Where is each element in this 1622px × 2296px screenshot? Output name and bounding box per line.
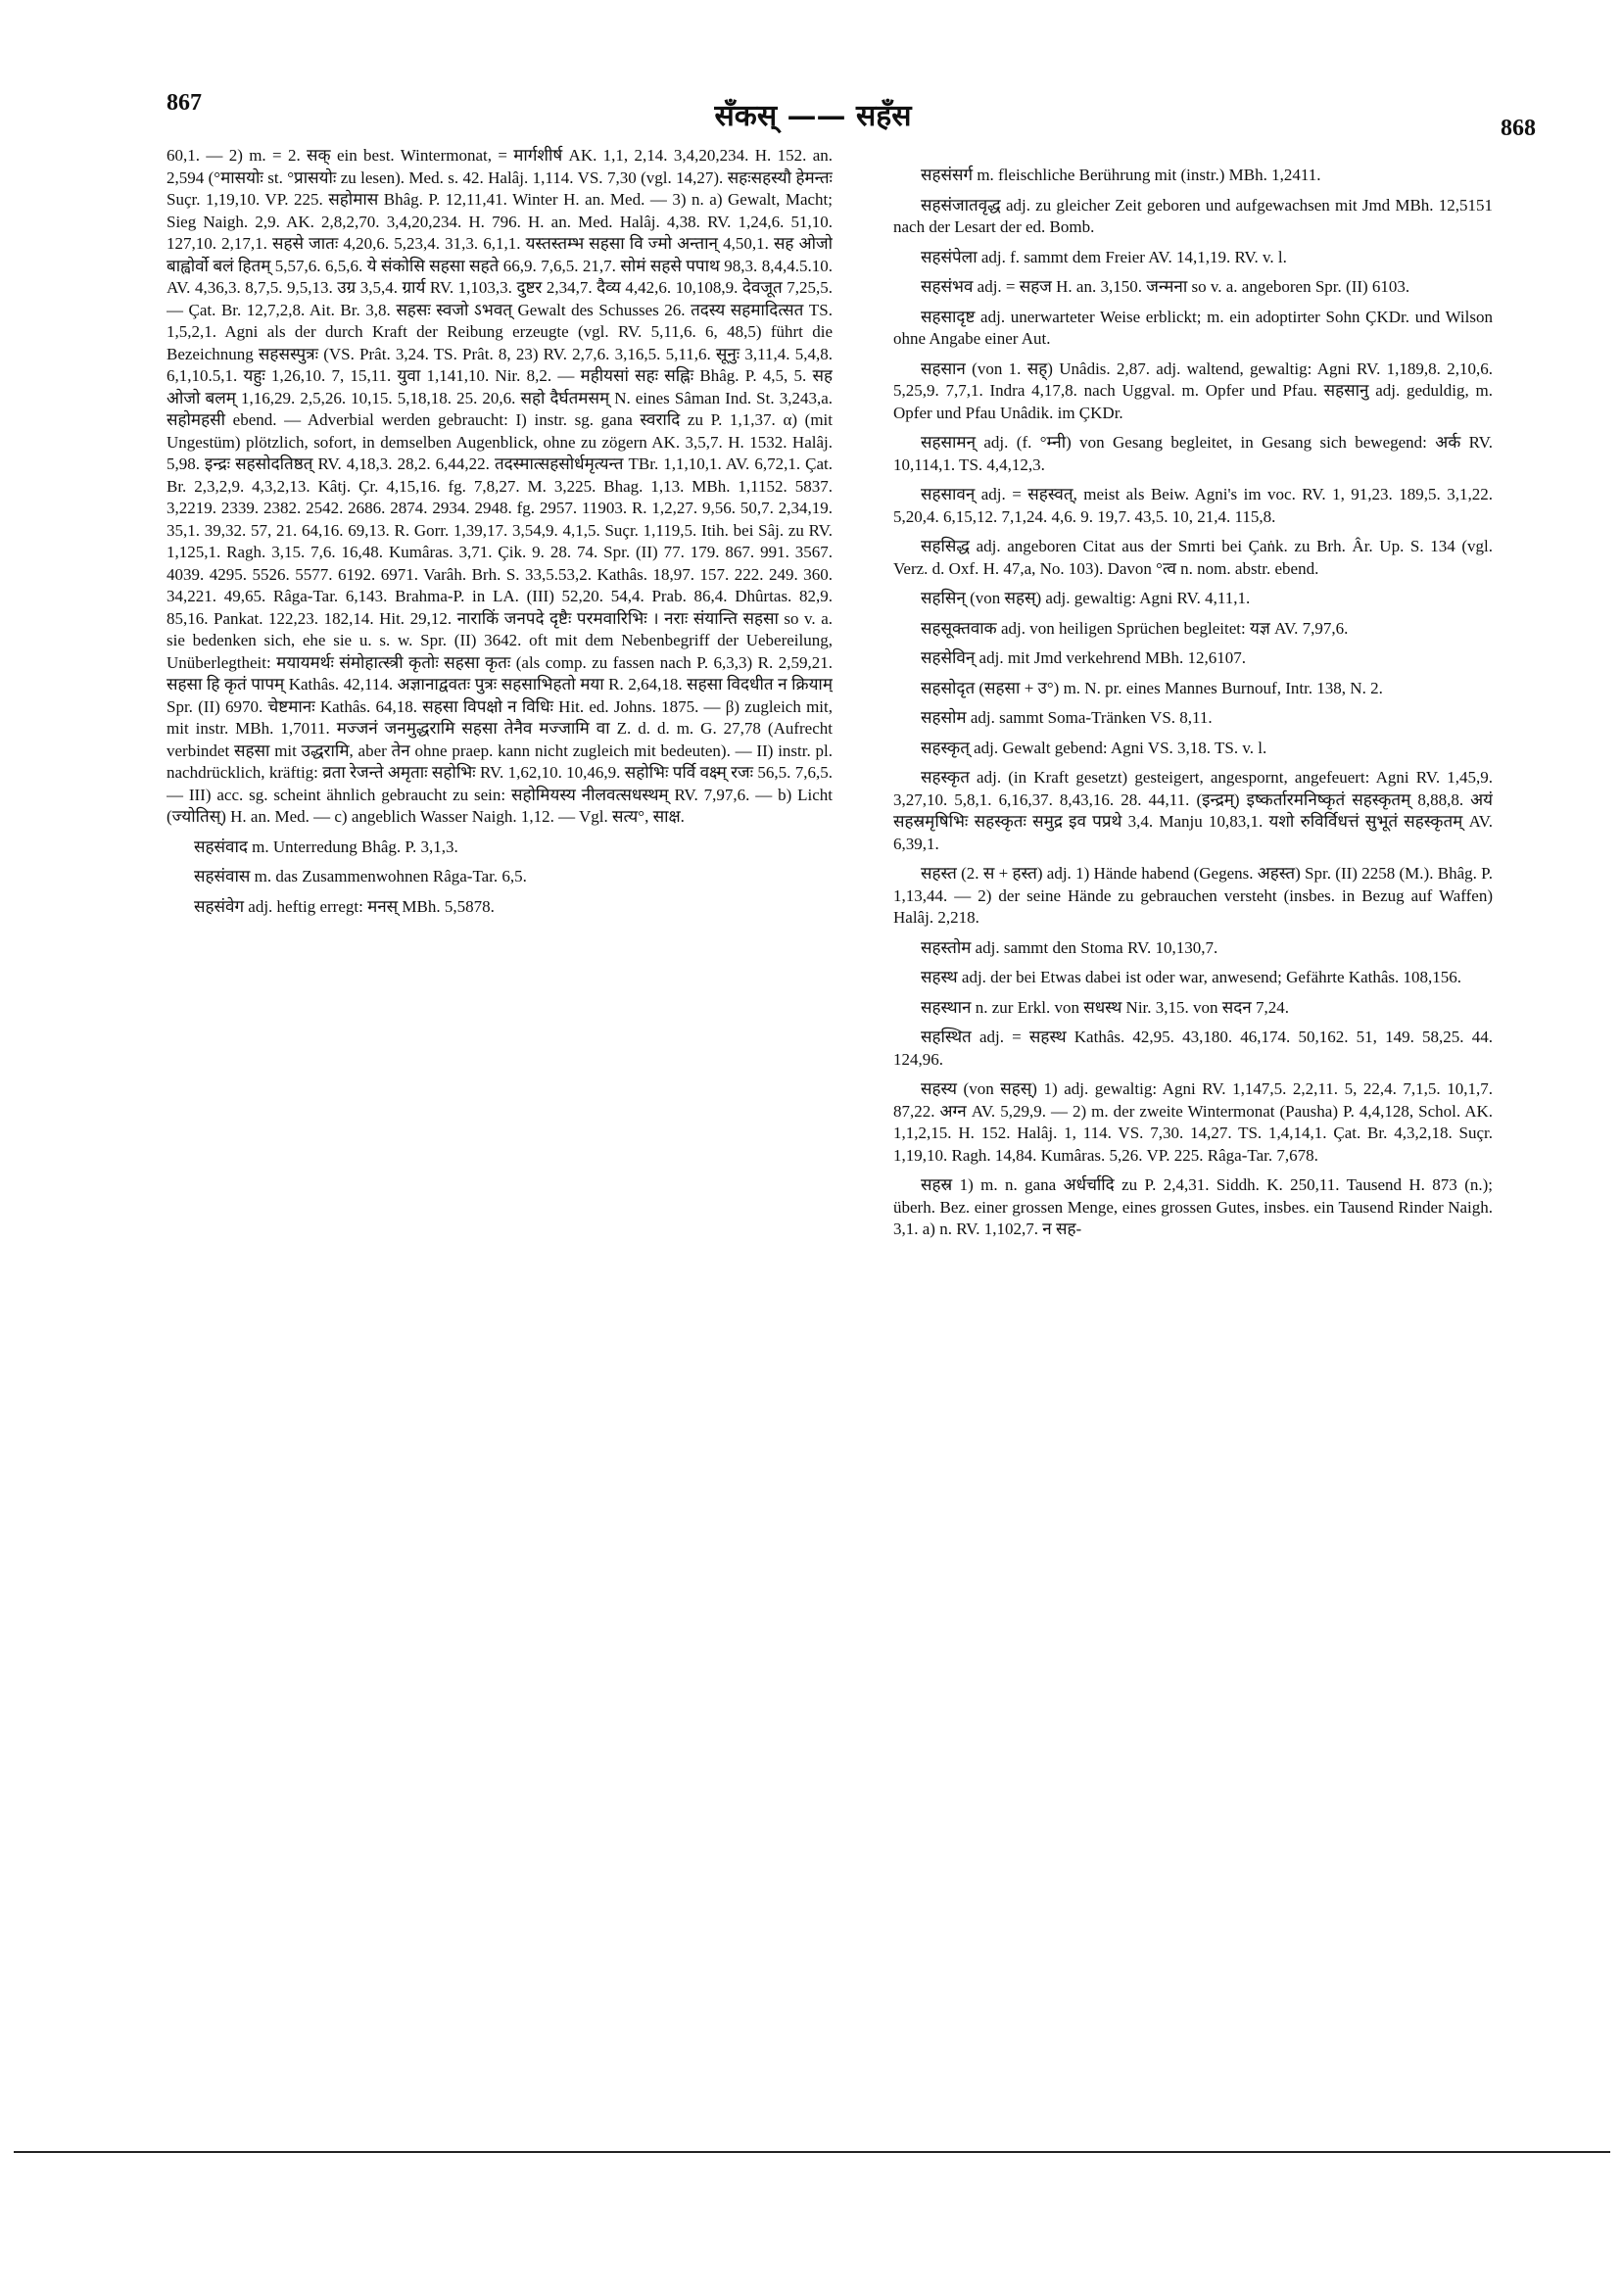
dictionary-entry: सहसंवेग adj. heftig erregt: मनस् MBh. 5,5878.: [194, 896, 495, 916]
dictionary-entry: सहस्र 1) m. n. gana अर्धर्चादि zu P. 2,4,31. Siddh. K. 250,11. Tausend H. 873 (n.); überh. Bez. einer grossen Menge, eines grossen Gutes, insbes. ein Tausend Rinder Naigh. 3,1. a) n. RV. 1,102,7. न सह-: [893, 1175, 1493, 1238]
dictionary-entry: सहसेविन् adj. mit Jmd verkehrend MBh. 12,6107.: [921, 648, 1246, 667]
dictionary-entry: सहसूक्तवाक adj. von heiligen Sprüchen begleitet: यज्ञ AV. 7,97,6.: [921, 618, 1349, 638]
page-number-right: 868: [1501, 116, 1536, 141]
dictionary-entry: सहस्तोम adj. sammt den Stoma RV. 10,130,7.: [921, 937, 1218, 957]
left-column: [167, 145, 833, 2153]
dictionary-entry: सहसंसर्ग m. fleischliche Berührung mit (instr.) MBh. 1,2411.: [921, 166, 1321, 184]
entry-paragraph: 60,1. — 2) m. = 2. सक् ein best. Wintermonat, = मार्गशीर्ष AK. 1,1, 2,14. 3,4,20,234. H. 152. an. 2,594 (°मासयोः st. °प्रासयोः zu lesen). Med. s. 42. Halâj. 1,114. VS. 7,30 (vgl. 14,27). सहःसहस्यौ हेमन्तः Suçr. 1,19,10. VP. 225. सहोमास Bhâg. P. 12,11,41. Winter H. an. Med. — 3) n. a) Gewalt, Macht; Sieg Naigh. 2,9. AK. 2,8,2,70. 3,4,20,234. H. 796. H. an. Med. Halâj. 4,38. RV. 1,24,6. 51,10. 127,10. 2,17,1. सहसे जातः 4,20,6. 5,23,4. 31,3. 6,1,1. यस्तस्तम्भ सहसा वि ज्मो अन्तान् 4,50,1. सह ओजो बाह्वोर्वो बलं हितम् 5,57,6. 6,5,6. ये संकोसि सहसा सहते 66,9. 7,6,5. 21,7. सोमं सहसे पपाथ 98,3. 8,4,4.5.10. AV. 4,36,3. 8,7,5. 9,5,13. उग्र 3,5,4. ग्रार्य RV. 1,103,3. दुष्टर 2,34,7. दैव्य 4,42,6. 10,108,9. देवजूत 7,25,5. — Çat. Br. 12,7,2,8. Ait. Br. 3,8. सहसः स्वजो ऽभवत् Gewalt des Schusses 26. तदस्य सहमादित्सत TS. 1,5,2,1. Agni als der durch Kraft der Reibung erzeugte (vgl. RV. 5,11,6. 6, 48,5) führt die Bezeichnung सहसस्पुत्रः (VS. Prât. 3,24. TS. Prât. 8, 23) RV. 2,7,6. 3,16,5. 5,11,6. सूनुः 3,11,4. 5,4,8. 6,1,10.5,1. यहुः 1,26,10. 7, 15,11. युवा 1,141,10. Nir. 8,2. — महीयसां सहः सह्निः Bhâg. P. 4,5, 5. सह ओजो बलम् 1,16,29. 2,5,26. 10,15. 5,18,18. 25. 20,6. सहो दैर्घतमसम् N. eines Sâman Ind. St. 3,243,a. सहोमहसी ebend. — Adverbial werden gebraucht: I) instr. sg. gana स्वरादि zu P. 1,1,37. α) (mit Ungestüm) plötzlich, sofort, in demselben Augenblick, ohne zu zögern AK. 3,5,7. H. 1532. Halâj. 5,98. इन्द्रः सहसोदतिष्ठत् RV. 4,18,3. 28,2. 6,44,22. तदस्मात्सहसोर्धमृत्यन्त TBr. 1,1,10,1. AV. 6,72,1. Çat. Br. 2,3,2,9. 4,3,2,13. Kâtj. Çr. 4,15,16. fg. 7,8,27. M. 3,225. Bhag. 1,13. MBh. 1,1152. 5837. 3,2219. 2339. 2382. 2542. 2686. 2874. 2934. 2948. fg. 2957. 11903. R. 1,2,27. 9,56. 50,7. 2,34,19. 35,1. 39,32. 57, 21. 64,16. 69,13. R. Gorr. 1,39,17. 3,54,9. 4,1,5. Suçr. 1,119,5. Itih. bei Sâj. zu RV. 1,125,1. Ragh. 3,15. 7,6. 16,48. Kumâras. 3,71. Çik. 9. 28. 74. Spr. (II) 77. 179. 867. 991. 3567. 4039. 4295. 5526. 5577. 6192. 6971. Varâh. Brh. S. 33,5.53,2. Kathâs. 18,97. 157. 222. 249. 360. 34,221. 49,65. Râga-Tar. 6,143. Brahma-P. in LA. (III) 52,20. 54,4. Prab. 86,4. Dhûrtas. 82,9. 85,16. Pankat. 122,23. 182,14. Hit. 29,12. नाराकिं जनपदे दृष्टैः परमवारिभिः । नराः संयान्ति सहसा so v. a. sie bedenken sich, ehe sie u. s. w. Spr. (II) 3642. oft mit dem Nebenbegriff der Uebereilung, Unüberlegtheit: मयायमर्थः संमोहात्स्त्री कृतोः सहसा कृतः (als comp. zu fassen nach P. 6,3,3) R. 2,59,21. सहसा हि कृतं पापम् Kathâs. 42,114. अज्ञानाद्ववतः पुत्रः सहसाभिहतो मया R. 2,64,18. सहसा विदधीत न क्रियाम् Spr. (II) 6970. चेष्टमानः Kathâs. 64,18. सहसा विपक्षो न विधिः Hit. ed. Johns. 1875. — β) zugleich mit, mit instr. MBh. 1,7011. मज्जनं जनमुद्धरामि सहसा तेनैव मज्जामि वा Z. d. d. m. G. 27,78 (Aufrecht verbindet सहसा mit उद्धरामि, aber तेन ohne praep. kann nicht zugleich mit bedeuten). — II) instr. pl. nachdrücklich, kräftig: व्रता रेजन्ते अमृताः सहोभिः RV. 1,62,10. 10,46,9. सहोभिः पर्वि वक्ष्म् रजः 56,5. 7,6,5. — III) acc. sg. scheint ähnlich gebraucht zu sein: सहोमियस्य नीलवत्सधस्थम् RV. 7,97,6. — b) Licht (ज्योतिस्) H. an. Med. — c) angeblich Wasser Naigh. 1,12. — Vgl. सत्य°, साक्ष.: [167, 146, 833, 826]
dictionary-entry: सहसान (von 1. सह्) Unâdis. 2,87. adj. waltend, gewaltig: Agni RV. 1,189,8. 2,10,6. 5,25,9. 7,7,1. Indra 4,17,8. nach Uggval. m. Opfer und Pfau. सहसानु adj. geduldig, m. Opfer und Pfau Unâdik. im ÇKDr.: [893, 359, 1493, 422]
bottom-rule: [14, 2151, 1610, 2153]
dictionary-entry: सहस्थ adj. der bei Etwas dabei ist oder war, anwesend; Gefährte Kathâs. 108,156.: [921, 968, 1461, 986]
dictionary-entry: सहस्थान n. zur Erkl. von सधस्थ Nir. 3,15. von सदन 7,24.: [921, 997, 1289, 1017]
dictionary-entry: सहसंवाद m. Unterredung Bhâg. P. 3,1,3.: [194, 837, 458, 856]
dictionary-entry: सहस्थित adj. = सहस्थ Kathâs. 42,95. 43,180. 46,174. 50,162. 51, 149. 58,25. 44. 124,96.: [893, 1028, 1493, 1069]
dictionary-entry: सहसोम adj. sammt Soma-Tränken VS. 8,11.: [921, 708, 1213, 727]
dictionary-entry: सहसावन् adj. = सहस्वत्, meist als Beiw. Agni's im voc. RV. 1, 91,23. 189,5. 3,1,22. 5,20,4. 6,15,12. 7,1,24. 4,6. 9. 19,7. 43,5. 10, 21,4. 115,8.: [893, 485, 1493, 526]
dictionary-entry: सहस्त (2. स + हस्त) adj. 1) Hände habend (Gegens. अहस्त) Spr. (II) 2258 (M.). Bhâg. P. 1,13,44. — 2) der seine Hände zu gebrauchen versteht (insbes. in Bezug auf Waffen) Halâj. 2,218.: [893, 864, 1493, 927]
page-number-left: 867: [167, 90, 202, 116]
dictionary-entry: सहसिद्ध adj. angeboren Citat aus der Smrti bei Çaṅk. zu Brh. Âr. Up. S. 134 (vgl. Verz. d. Oxf. H. 47,a, No. 103). Davon °त्व n. nom. abstr. ebend.: [893, 537, 1493, 578]
dictionary-entry: सहस्कृत् adj. Gewalt gebend: Agni VS. 3,18. TS. v. l.: [921, 738, 1267, 757]
dictionary-entry: सहसंपेला adj. f. sammt dem Freier AV. 14,1,19. RV. v. l.: [921, 247, 1287, 266]
dictionary-entry: सहसोदृत (सहसा + उ°) m. N. pr. eines Mannes Burnouf, Intr. 138, N. 2.: [921, 678, 1383, 697]
dictionary-entry: सहसंजातवृद्ध adj. zu gleicher Zeit geboren und aufgewachsen mit Jmd MBh. 12,5151 nach der Lesart der ed. Bomb.: [893, 195, 1493, 236]
dictionary-entry: सहसंभव adj. = सहज H. an. 3,150. जन्मना so v. a. angeboren Spr. (II) 6103.: [921, 277, 1410, 296]
dictionary-entry: सहसंवास m. das Zusammenwohnen Râga-Tar. 6,5.: [194, 867, 527, 885]
right-column: [893, 165, 1493, 2104]
dictionary-entry: सहस्कृत adj. (in Kraft gesetzt) gesteigert, angespornt, angefeuert: Agni RV. 1,45,9. 3,27,10. 5,8,1. 6,16,37. 8,43,16. 28. 44,11. (इन्द्रम्) इष्कर्तारमनिष्कृतं सहस्कृतम् 8,88,8. अयं सहस्रमृषिभिः सहस्कृतः समुद्र इव पप्रथे 3,4. Manju 10,83,1. यशो रुविर्विधत्तं सुभूतं सहस्कृतम् AV. 6,39,1.: [893, 768, 1493, 853]
dictionary-entry: सहसादृष्ट adj. unerwarteter Weise erblickt; m. ein adoptirter Sohn ÇKDr. und Wilson ohne Angabe einer Aut.: [893, 307, 1493, 348]
running-head: सँकस् —— सहँस: [714, 99, 912, 133]
dictionary-entry: सहस्य (von सहस्) 1) adj. gewaltig: Agni RV. 1,147,5. 2,2,11. 5, 22,4. 7,1,5. 10,1,7. 87,22. अग्न AV. 5,29,9. — 2) m. der zweite Wintermonat (Pausha) P. 4,4,128, Schol. AK. 1,1,2,15. H. 152. Halâj. 1, 114. VS. 7,30. 14,27. TS. 1,4,14,1. Çat. Br. 4,3,2,18. Suçr. 1,19,10. Ragh. 14,84. Kumâras. 5,26. VP. 225. Râga-Tar. 7,678.: [893, 1079, 1493, 1165]
dictionary-entry: सहसामन् adj. (f. °म्नी) von Gesang begleitet, in Gesang sich bewegend: अर्क RV. 10,114,1. TS. 4,4,12,3.: [893, 433, 1493, 474]
dictionary-entry: सहसिन् (von सहस्) adj. gewaltig: Agni RV. 4,11,1.: [921, 589, 1251, 607]
